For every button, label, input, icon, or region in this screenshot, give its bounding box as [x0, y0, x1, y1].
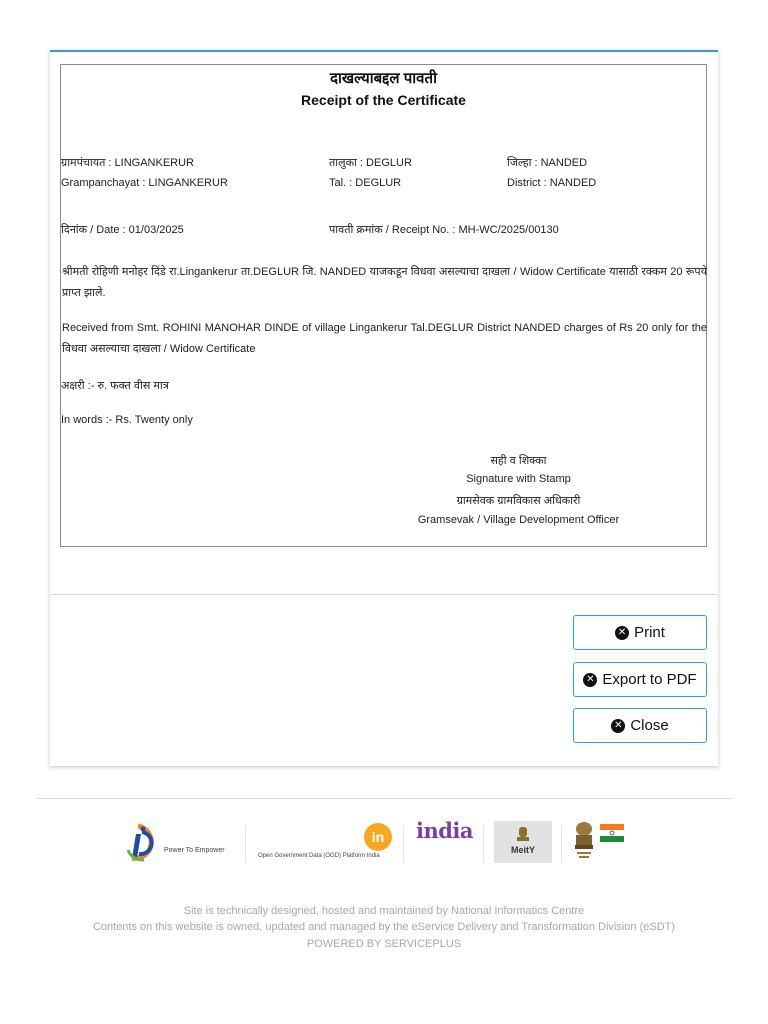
- grampanchayat-marathi: ग्रामपंचायत : LINGANKERUR: [61, 157, 194, 169]
- export-pdf-button[interactable]: [573, 662, 707, 697]
- district-marathi: जिल्हा : NANDED: [507, 157, 588, 169]
- amount-words-marathi: अक्षरी :- रु. फक्त वीस मात्र: [61, 380, 169, 392]
- receipt-box: [60, 64, 707, 547]
- close-button[interactable]: [573, 708, 707, 743]
- receipt-text-marathi: श्रीमती रोहिणी मनोहर दिंडे रा.Lingankerur ता.DEGLUR जि. NANDED याजकडून विधवा असल्याचा दाखला / Widow Certificate यासाठी रक्कम 20 रूपये प्राप्त झाले.: [62, 266, 707, 299]
- national-emblem-icon: [572, 820, 596, 862]
- footer-esdt-text: Contents on this website is owned, updated and managed by the eService Delivery and Transformation Division (eSDT): [92, 921, 676, 933]
- digital-india-logo[interactable]: [124, 820, 236, 864]
- officer-label-marathi: ग्रामसेवक ग्रामविकास अधिकारी: [456, 495, 581, 507]
- ogd-platform-logo[interactable]: [256, 820, 396, 865]
- taluka: Tal. : DEGLUR: [329, 177, 402, 189]
- amount-words: In words :- Rs. Twenty only: [61, 414, 193, 426]
- logo-separator: [561, 825, 562, 863]
- india-wordmark: india: [416, 818, 474, 843]
- digital-india-icon: [124, 820, 164, 864]
- logo-separator: [403, 825, 404, 863]
- ogd-text: Open Government Data (OGD) Platform India: [258, 853, 380, 859]
- india-flag-icon: [600, 824, 624, 842]
- logo-separator: [245, 825, 246, 863]
- receipt-number: पावती क्रमांक / Receipt No. : MH-WC/2025/00130: [329, 224, 559, 236]
- receipt-title-marathi: दाखल्याबद्दल पावती: [330, 70, 437, 87]
- svg-text:in: in: [371, 829, 385, 845]
- logo-separator: [483, 825, 484, 863]
- taluka-marathi: तालुका : DEGLUR: [329, 157, 412, 169]
- signature-label: Signature with Stamp: [466, 473, 571, 485]
- export-pdf-label: Export to PDF: [602, 671, 697, 688]
- india-gov-logo[interactable]: [416, 818, 476, 848]
- national-emblem-logo: [572, 820, 628, 864]
- officer-label: Gramsevak / Village Development Officer: [417, 514, 620, 526]
- close-circle-icon: ✕: [615, 626, 629, 640]
- meity-text: MeitY: [510, 845, 535, 855]
- print-label: Print: [634, 624, 665, 641]
- close-circle-icon: ✕: [611, 719, 625, 733]
- footer-divider: [36, 798, 733, 799]
- close-label: Close: [630, 717, 669, 734]
- signature-label-marathi: सही व शिक्का: [490, 455, 547, 467]
- footer-powered-by: POWERED BY SERVICEPLUS: [306, 938, 462, 950]
- print-button[interactable]: [573, 615, 707, 650]
- receipt-dialog: [50, 50, 718, 766]
- receipt-title: Receipt of the Certificate: [301, 92, 466, 108]
- footer-nic-text: Site is technically designed, hosted and maintained by National Informatics Centre: [183, 905, 585, 917]
- close-circle-icon: ✕: [583, 673, 597, 687]
- meity-logo[interactable]: [494, 821, 552, 863]
- receipt-text: Received from Smt. ROHINI MANOHAR DINDE of village Lingankerur Tal.DEGLUR District NANDED charges of Rs 20 only for the विधवा असल्याचा दाखला / Widow Certificate: [62, 322, 707, 355]
- emblem-icon: [516, 825, 530, 843]
- dialog-divider: [50, 594, 718, 595]
- grampanchayat: Grampanchayat : LINGANKERUR: [61, 177, 228, 189]
- receipt-date: दिनांक / Date : 01/03/2025: [61, 224, 184, 236]
- district: District : NANDED: [507, 177, 597, 189]
- power-to-empower-text: Power To Empower: [164, 847, 225, 854]
- ogd-icon: [363, 822, 393, 852]
